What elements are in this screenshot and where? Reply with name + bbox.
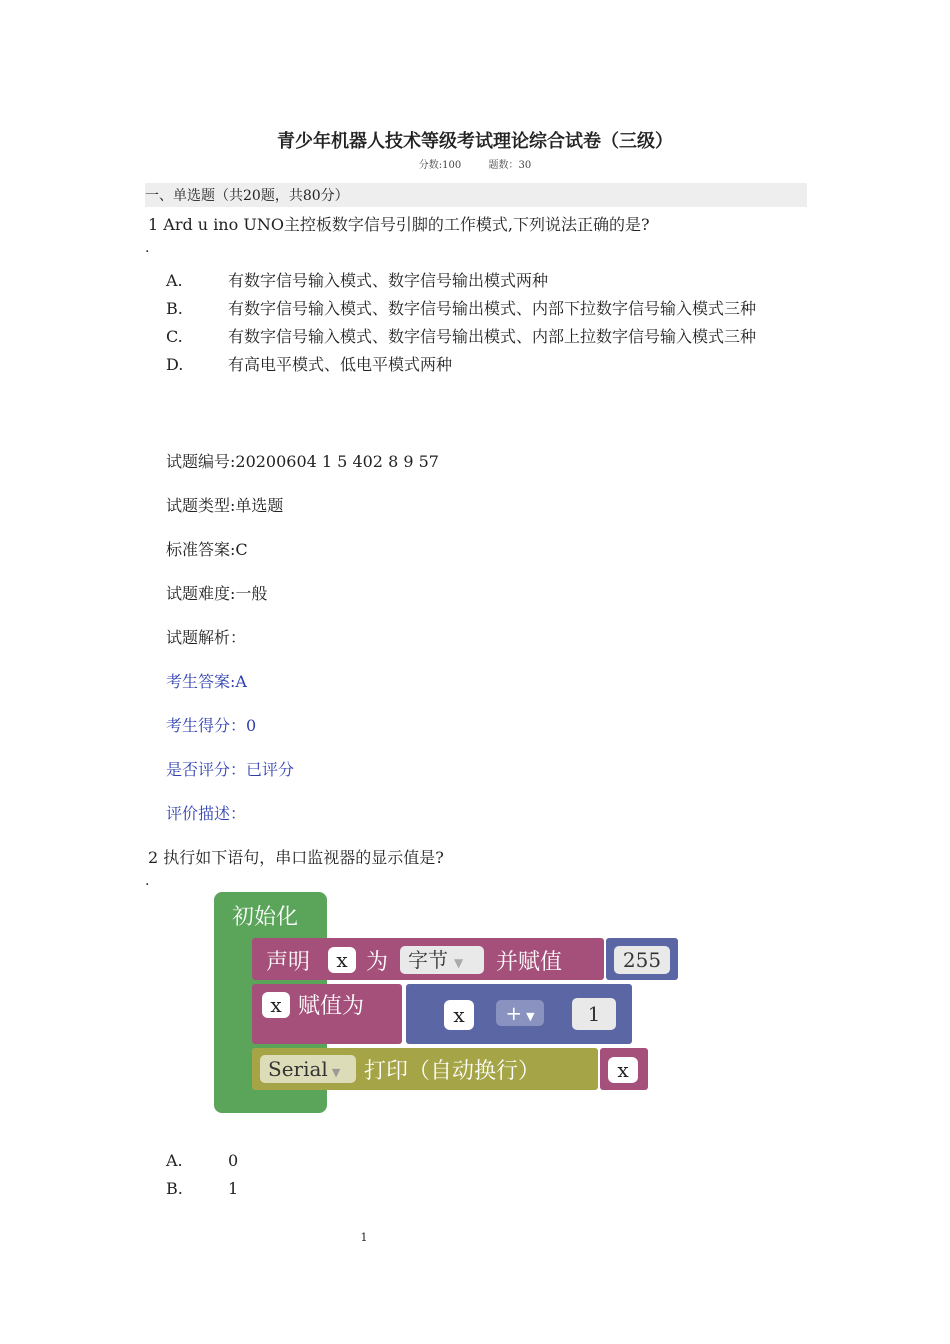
type-value: 字节 <box>408 948 448 972</box>
option-label: D. <box>166 355 184 374</box>
evaluation-comment: 评价描述： <box>166 804 247 823</box>
assign-label: 并赋值 <box>496 950 563 975</box>
graded-status: 是否评分：已评分 <box>166 760 295 779</box>
code-blocks-figure <box>214 892 684 1117</box>
option-label: B. <box>166 1179 183 1198</box>
exam-meta <box>0 156 950 171</box>
question-2-dot: . <box>145 873 150 889</box>
student-answer: 考生答案:A <box>166 672 247 691</box>
option-label: B. <box>166 299 183 318</box>
page-number: 1 <box>360 1231 368 1244</box>
q2-option-b <box>166 1179 238 1198</box>
dropdown-arrow-icon: ▼ <box>331 1066 341 1079</box>
option-label: C. <box>166 327 183 346</box>
assign-to-label: 赋值为 <box>298 994 365 1019</box>
option-text: 有高电平模式、低电平模式两种 <box>228 355 453 374</box>
option-text: 有数字信号输入模式、数字信号输出模式两种 <box>228 271 549 290</box>
difficulty: 试题难度:一般 <box>166 584 268 603</box>
question-count: 题数：30 <box>488 160 532 171</box>
question-1-dot: . <box>145 240 150 256</box>
init-value-pill: 255 <box>614 946 670 974</box>
option-text: 有数字信号输入模式、数字信号输出模式、内部上拉数字信号输入模式三种 <box>228 327 757 346</box>
question-1-stem: 1 Ard u ino UNO主控板数字信号引脚的工作模式,下列说法正确的是? <box>148 215 650 234</box>
serial-value: Serial <box>268 1057 328 1081</box>
serial-dropdown <box>260 1055 356 1083</box>
dropdown-arrow-icon: ▼ <box>454 956 464 970</box>
option-label: A. <box>166 271 183 290</box>
option-text: 有数字信号输入模式、数字信号输出模式、内部下拉数字信号输入模式三种 <box>228 299 757 318</box>
q1-option-d <box>166 352 452 375</box>
question-id: 试题编号:20200604 1 5 402 8 9 57 <box>166 452 439 471</box>
math-var-pill: x <box>444 1000 474 1030</box>
type-dropdown <box>400 946 484 974</box>
operator-value: + <box>505 1001 523 1025</box>
q1-option-a <box>166 268 548 291</box>
operator-dropdown <box>496 1000 544 1026</box>
q1-option-b <box>166 296 756 319</box>
analysis: 试题解析： <box>166 628 247 647</box>
one-value-pill: 1 <box>572 998 616 1030</box>
option-text: 1 <box>228 1179 239 1198</box>
section-header: 一、单选题（共20题，共80分） <box>145 183 807 207</box>
print-var-pill: x <box>608 1057 638 1083</box>
dropdown-arrow-icon: ▼ <box>526 1010 535 1023</box>
q1-option-c <box>166 324 756 347</box>
standard-answer: 标准答案:C <box>166 540 248 559</box>
option-text: 0 <box>228 1151 239 1170</box>
student-score: 考生得分：0 <box>166 716 257 735</box>
question-type: 试题类型:单选题 <box>166 496 284 515</box>
option-label: A. <box>166 1151 183 1170</box>
assign-var-pill: x <box>262 992 290 1018</box>
total-score: 分数:100 <box>418 160 462 171</box>
as-label: 为 <box>366 950 389 975</box>
print-label: 打印（自动换行） <box>364 1059 541 1084</box>
question-2-stem: 2 执行如下语句，串口监视器的显示值是? <box>148 848 444 867</box>
declare-label: 声明 <box>266 950 311 975</box>
var-x-pill: x <box>328 947 356 973</box>
page-title: 青少年机器人技术等级考试理论综合试卷（三级） <box>277 131 673 152</box>
q2-option-a <box>166 1151 238 1170</box>
init-label: 初始化 <box>232 905 299 930</box>
